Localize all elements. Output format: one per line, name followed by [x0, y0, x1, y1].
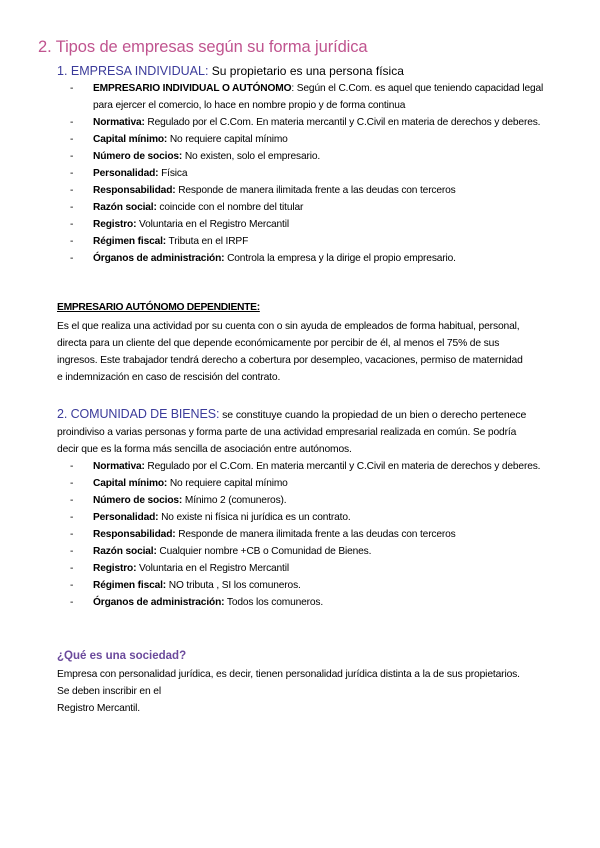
dependiente-paragraph: Es el que realiza una actividad por su cuenta con o sin ayuda de empleados de forma habitual, personal, directa para un cliente del que depende económicamente por percibir de él, al menos el 75% de sus ingresos. Este trabajador tendrá derecho a cobertura por desempleo, vacaciones, permiso de maternidad e indemnización en caso de rescisión del contrato.: [57, 321, 523, 383]
section1-heading-line: [57, 64, 404, 78]
list-item: - Órganos de administración: Todos los comuneros.: [70, 597, 323, 608]
section1-desc: Su propietario es una persona física: [208, 64, 404, 78]
list-item: - Responsabilidad: Responde de manera ilimitada frente a las deudas con terceros: [70, 185, 456, 196]
list-item: - Capital mínimo: No requiere capital mínimo: [70, 478, 288, 489]
list-item: - Registro: Voluntaria en el Registro Mercantil: [70, 563, 289, 574]
list-item: - EMPRESARIO INDIVIDUAL O AUTÓNOMO: Según el C.Com. es aquel que teniendo capacidad legal para ejercer el comercio, lo hace en nombre propio y de forma continua: [70, 83, 544, 111]
list-item: - Régimen fiscal: Tributa en el IRPF: [70, 236, 249, 247]
list-item: - Razón social: Cualquier nombre +CB o Comunidad de Bienes.: [70, 546, 372, 557]
list-item: - Número de socios: No existen, solo el empresario.: [70, 151, 321, 162]
section1-list: [70, 80, 563, 267]
section1-heading: 1. EMPRESA INDIVIDUAL:: [57, 64, 209, 78]
list-item: - Responsabilidad: Responde de manera ilimitada frente a las deudas con terceros: [70, 529, 456, 540]
section2-heading-line: [57, 407, 526, 421]
section2-desc: se constituye cuando la propiedad de un bien o derecho pertenece: [219, 409, 527, 421]
dependiente-heading: EMPRESARIO AUTÓNOMO DEPENDIENTE:: [57, 302, 260, 313]
list-item: - Personalidad: Física: [70, 168, 188, 179]
sociedad-paragraph: Empresa con personalidad jurídica, es decir, tienen personalidad jurídica distinta a la de sus propietarios. Se deben inscribir en el Registro Mercantil.: [57, 669, 520, 714]
list-item: - Régimen fiscal: NO tributa , SI los comuneros.: [70, 580, 301, 591]
list-item: - Registro: Voluntaria en el Registro Mercantil: [70, 219, 289, 230]
list-item: - Personalidad: No existe ni física ni jurídica es un contrato.: [70, 512, 351, 523]
section2-heading: 2. COMUNIDAD DE BIENES:: [57, 407, 220, 421]
list-item: - Razón social: coincide con el nombre del titular: [70, 202, 304, 213]
section2-list: [70, 458, 563, 611]
list-item: - Normativa: Regulado por el C.Com. En materia mercantil y C.Civil en materia de derechos y deberes.: [70, 117, 541, 128]
page-title: 2. Tipos de empresas según su forma jurídica: [38, 38, 368, 56]
sociedad-heading: ¿Qué es una sociedad?: [57, 650, 187, 662]
section2-paragraph: proindiviso a varias personas y forma parte de una actividad empresarial realizada en común. Se podría decir que es la forma más sencilla de asociación entre autónomos.: [57, 427, 517, 455]
list-item: - Número de socios: Mínimo 2 (comuneros).: [70, 495, 287, 506]
list-item: - Normativa: Regulado por el C.Com. En materia mercantil y C.Civil en materia de derechos y deberes.: [70, 461, 541, 472]
list-item: - Capital mínimo: No requiere capital mínimo: [70, 134, 288, 145]
list-item: - Órganos de administración: Controla la empresa y la dirige el propio empresario.: [70, 253, 456, 264]
